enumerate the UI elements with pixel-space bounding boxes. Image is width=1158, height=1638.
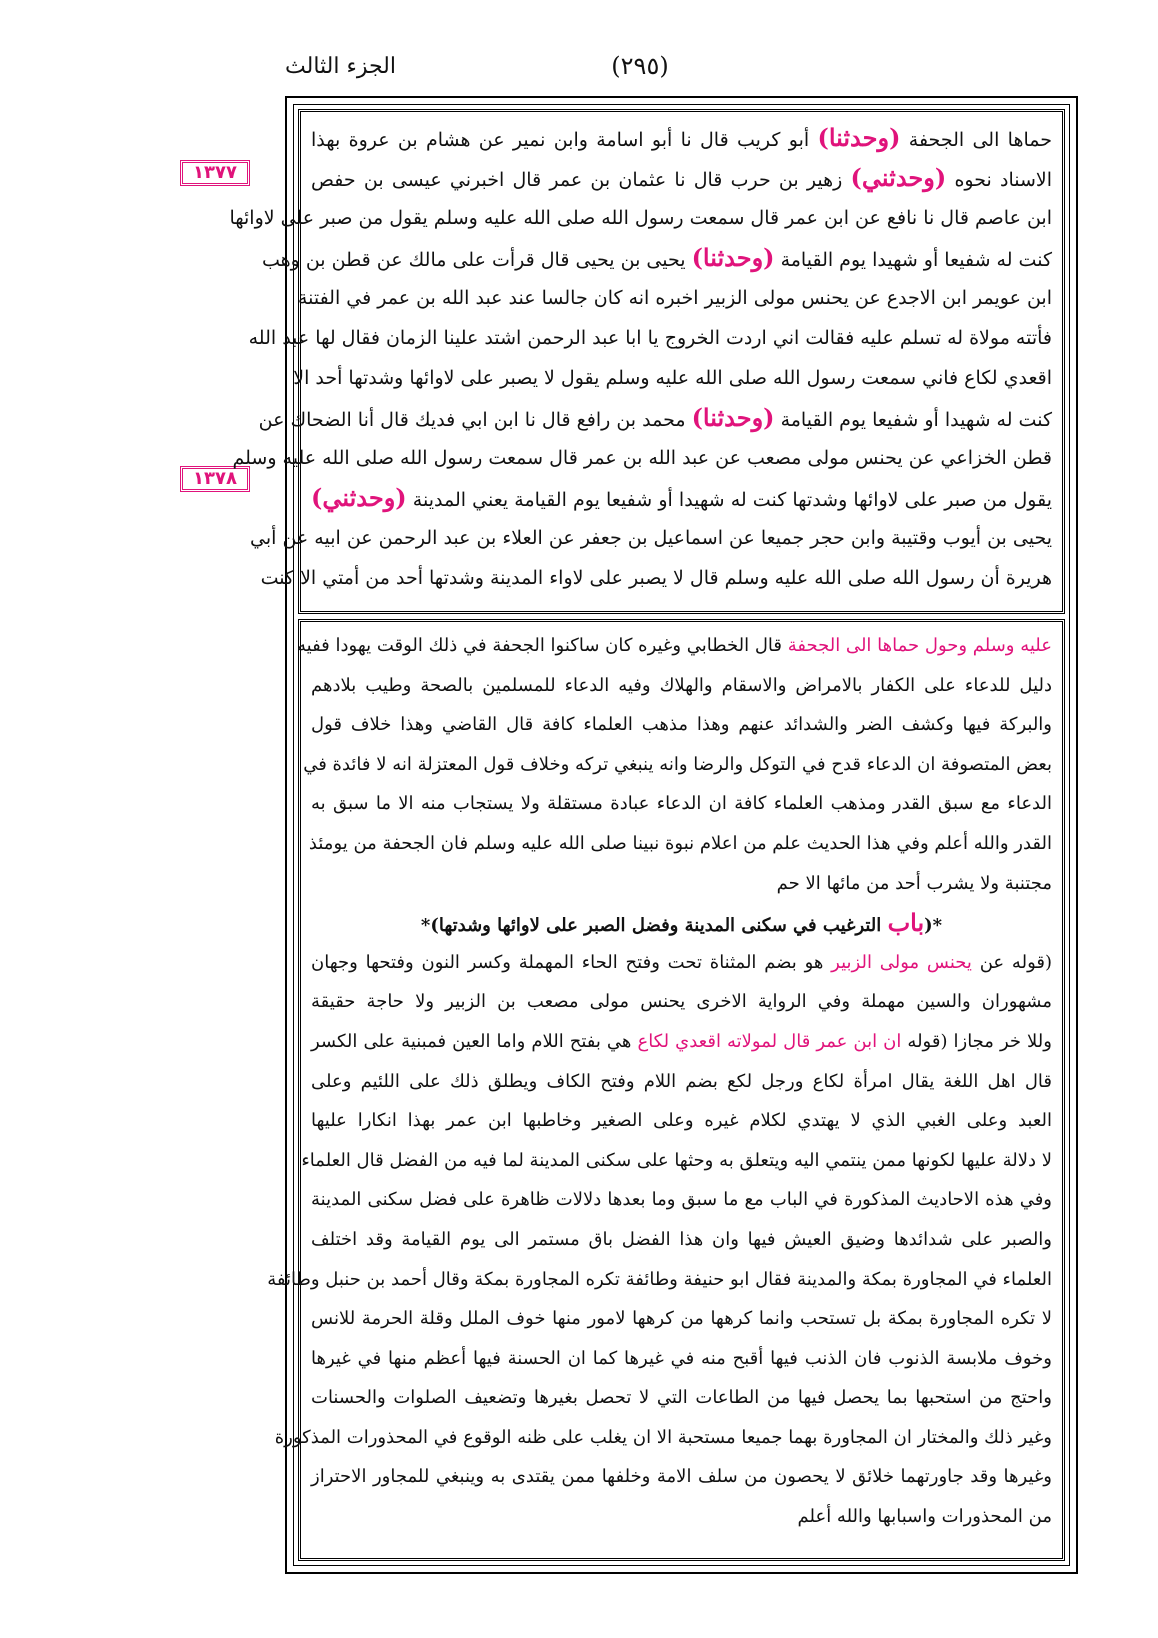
transmission-marker: (وحدثنا) (691, 403, 775, 432)
lemma-highlight: يحنس مولى الزبير (831, 951, 972, 973)
transmission-marker: (وحدثني) (850, 163, 947, 192)
commentary-section (267, 619, 1065, 1561)
hadith-line (311, 118, 1052, 158)
lemma-highlight: ان ابن عمر قال لمولاته اقعدي لكاع (637, 1030, 902, 1052)
transmission-marker: (وحدثنا) (691, 243, 775, 272)
page-frame (229, 96, 1078, 1574)
hadith-text: حماها الى الجحفة (900, 129, 1053, 151)
hadith-text: كنت له شهيدا أو شفيعا يوم القيامة (774, 409, 1052, 431)
hadith-line (260, 558, 1052, 598)
commentary-line: دليل للدعاء على الكفار بالامراض والاسقام والهلاك وفيه الدعاء للمسلمين بالصحة وطيب بلادهم (311, 674, 1052, 696)
commentary-line: قال اهل اللغة يقال امرأة لكاع ورجل لكع بضم اللام وفتح الكاف ويطلق ذلك على اللئيم وعلى (311, 1070, 1052, 1092)
hadith-line (297, 278, 1052, 318)
chapter-heading-bab: باب (887, 908, 925, 938)
hadith-line (248, 318, 1052, 358)
commentary-line: العلماء في المجاورة بمكة والمدينة فقال ابو حنيفة وطائفة تكره المجاورة بمكة وقال أحمد بن حنبل وطائفة (267, 1268, 1052, 1290)
hadith-line (293, 358, 1052, 398)
commentary-line: الدعاء مع سبق القدر ومذهب العلماء كافة ان الدعاء عبادة مستقلة ولا يستجاب منه الا ما سبق به (311, 793, 1052, 815)
page-frame-inner (229, 104, 1070, 1566)
commentary-text: قال الخطابي وغيره كان ساكنوا الجحفة في ذلك الوقت يهودا ففيه (296, 635, 788, 656)
commentary-text: هي بفتح اللام واما العين فمبنية على الكسر (311, 1030, 638, 1052)
hadith-line (258, 398, 1052, 438)
hadith-line (311, 158, 1052, 198)
hadith-text: أبو كريب قال نا أبو اسامة وابن نمير عن هشام بن عروة بهذا (311, 129, 818, 151)
commentary-line (311, 943, 1052, 983)
commentary-line: والصبر على شدائدها وضيق العيش فيها وان هذا الفضل باق مستمر الى يوم القيامة وقد اختلف (311, 1228, 1052, 1250)
commentary-line: القدر والله أعلم وفي هذا الحديث علم من اعلام نبوة نبينا صلى الله عليه وسلم فان الجحفة من يومئذ (308, 832, 1052, 854)
hadith-number-box: ١٣٧٨ (180, 466, 250, 492)
chapter-heading-title: الترغيب في سكنى المدينة وفضل الصبر على لاوائها وشدتها)* (420, 915, 888, 937)
commentary-line: والبركة فيها وكشف الضر والشدائد عنهم وهذا مذهب العلماء كافة قال القاضي وهذا خلاف قول (311, 714, 1052, 736)
commentary-line: لا تكره المجاورة بمكة بل تستحب وانما كرهها من كرهها لامور منها خوف الملل وقلة الحرمة للانس (311, 1308, 1052, 1330)
hadith-number-box: ١٣٧٧ (180, 160, 250, 186)
transmission-marker: (وحدثني) (311, 483, 407, 512)
commentary-text: (قوله عن (971, 951, 1052, 973)
hadith-text: يحيى بن يحيى قال قرأت على مالك عن قطن بن وهب (261, 249, 692, 271)
commentary-lines (267, 622, 1062, 1537)
hadith-text-section (229, 109, 1065, 614)
hadith-text: محمد بن رافع قال نا ابن ابي فديك قال أنا الضحاك عن (258, 409, 692, 431)
commentary-line: لا دلالة عليها لكونها ممن ينتمي اليه ويتعلق به وحثها على سكنى المدينة لما فيه من الفضل قال العلماء (301, 1149, 1052, 1171)
hadith-line (229, 198, 1052, 238)
chapter-heading-prefix: *( (924, 915, 943, 937)
commentary-line: وغيرها وقد جاورتهما خلائق لا يحصون من سلف الامة وخلفها ممن يقتدى به وينبغي للمجاور الاحتراز (311, 1466, 1052, 1488)
commentary-line: وغير ذلك والمختار ان المجاورة بهما جميعا مستحبة الا ان يغلب على ظنه الوقوع في المحذورات المذكورة (274, 1426, 1052, 1448)
hadith-text: يحيى بن أيوب وقتيبة وابن حجر جميعا عن اسماعيل بن جعفر عن العلاء بن عبد الرحمن عن ابيه عن أبي (250, 527, 1052, 549)
commentary-line: من المحذورات واسبابها والله أعلم (797, 1506, 1052, 1528)
commentary-line (296, 626, 1052, 666)
commentary-text: هو بضم المثناة تحت وفتح الحاء المهملة وكسر النون وفتحها وجهان (311, 951, 832, 973)
hadith-text: قطن الخزاعي عن يحنس مولى مصعب عن عبد الله بن عمر قال سمعت رسول الله صلى الله عليه وسلم (232, 447, 1052, 469)
hadith-text: الاسناد نحوه (946, 169, 1053, 191)
commentary-line: بعض المتصوفة ان الدعاء قدح في التوكل والرضا وانه ينبغي تركه وخلاف قول المعتزلة انه لا فائدة في (303, 753, 1052, 775)
hadith-text: ابن عاصم قال نا نافع عن ابن عمر قال سمعت رسول الله صلى الله عليه وسلم يقول من صبر على لاوائها (229, 207, 1052, 229)
hadith-text: ابن عويمر ابن الاجدع عن يحنس مولى الزبير اخبره انه كان جالسا عند عبد الله بن عمر في الفتنة (297, 287, 1052, 309)
commentary-line: وخوف ملابسة الذنوب فان الذنب فيها أقبح منه في غيرها كما ان الحسنة فيها أعظم منها في غيرها (311, 1347, 1052, 1369)
lemma-highlight: عليه وسلم وحول حماها الى الجحفة (787, 635, 1052, 656)
hadith-text: هريرة أن رسول الله صلى الله عليه وسلم قال لا يصبر على لاواء المدينة وشدتها أحد من أمتي الا كنت (260, 567, 1052, 589)
commentary-text: وللا خر مجازا (قوله (901, 1030, 1052, 1052)
hadith-line (311, 478, 1052, 518)
hadith-line (232, 438, 1052, 478)
commentary-line: العبد وعلى الغبي الذي لا يهتدي لكلام غيره وعلى الصغير وخاطبها ابن عمر بهذا انكارا عليها (311, 1110, 1052, 1132)
hadith-text: اقعدي لكاع فاني سمعت رسول الله صلى الله عليه وسلم يقول لا يصبر على لاوائها وشدتها أحد الا (293, 367, 1052, 389)
page-number: (٢٩٥) (611, 52, 669, 80)
chapter-heading (311, 903, 1052, 943)
hadith-line (250, 518, 1052, 558)
commentary-line: مجتنبة ولا يشرب أحد من مائها الا حم (776, 872, 1052, 894)
commentary-line: وفي هذه الاحاديث المذكورة في الباب مع ما سبق وما بعدها دلالات ظاهرة على فضل سكنى المدينة (311, 1189, 1052, 1211)
hadith-lines (229, 112, 1062, 598)
hadith-text: فأتته مولاة له تسلم عليه فقالت اني اردت الخروج يا ابا عبد الرحمن اشتد علينا الزمان فقال لها عبد الله (248, 327, 1052, 349)
hadith-text: كنت له شفيعا أو شهيدا يوم القيامة (774, 249, 1052, 271)
page-header (0, 50, 1158, 90)
hadith-line (261, 238, 1052, 278)
commentary-line: واحتج من استحبها بما يحصل فيها من الطاعات التي لا تحصل بغيرها وتضعيف الصلوات والحسنات (311, 1387, 1052, 1409)
commentary-line: مشهوران والسين مهملة وفي الرواية الاخرى يحنس مولى مصعب بن الزبير ولا حاجة حقيقة (311, 991, 1052, 1013)
hadith-text: يقول من صبر على لاوائها وشدتها كنت له شهيدا أو شفيعا يوم القيامة يعني المدينة (406, 489, 1052, 511)
transmission-marker: (وحدثنا) (817, 123, 901, 152)
hadith-text: زهير بن حرب قال نا عثمان بن عمر قال اخبرني عيسى بن حفص (311, 169, 851, 191)
part-label: الجزء الثالث (285, 54, 396, 79)
commentary-line (311, 1022, 1052, 1062)
